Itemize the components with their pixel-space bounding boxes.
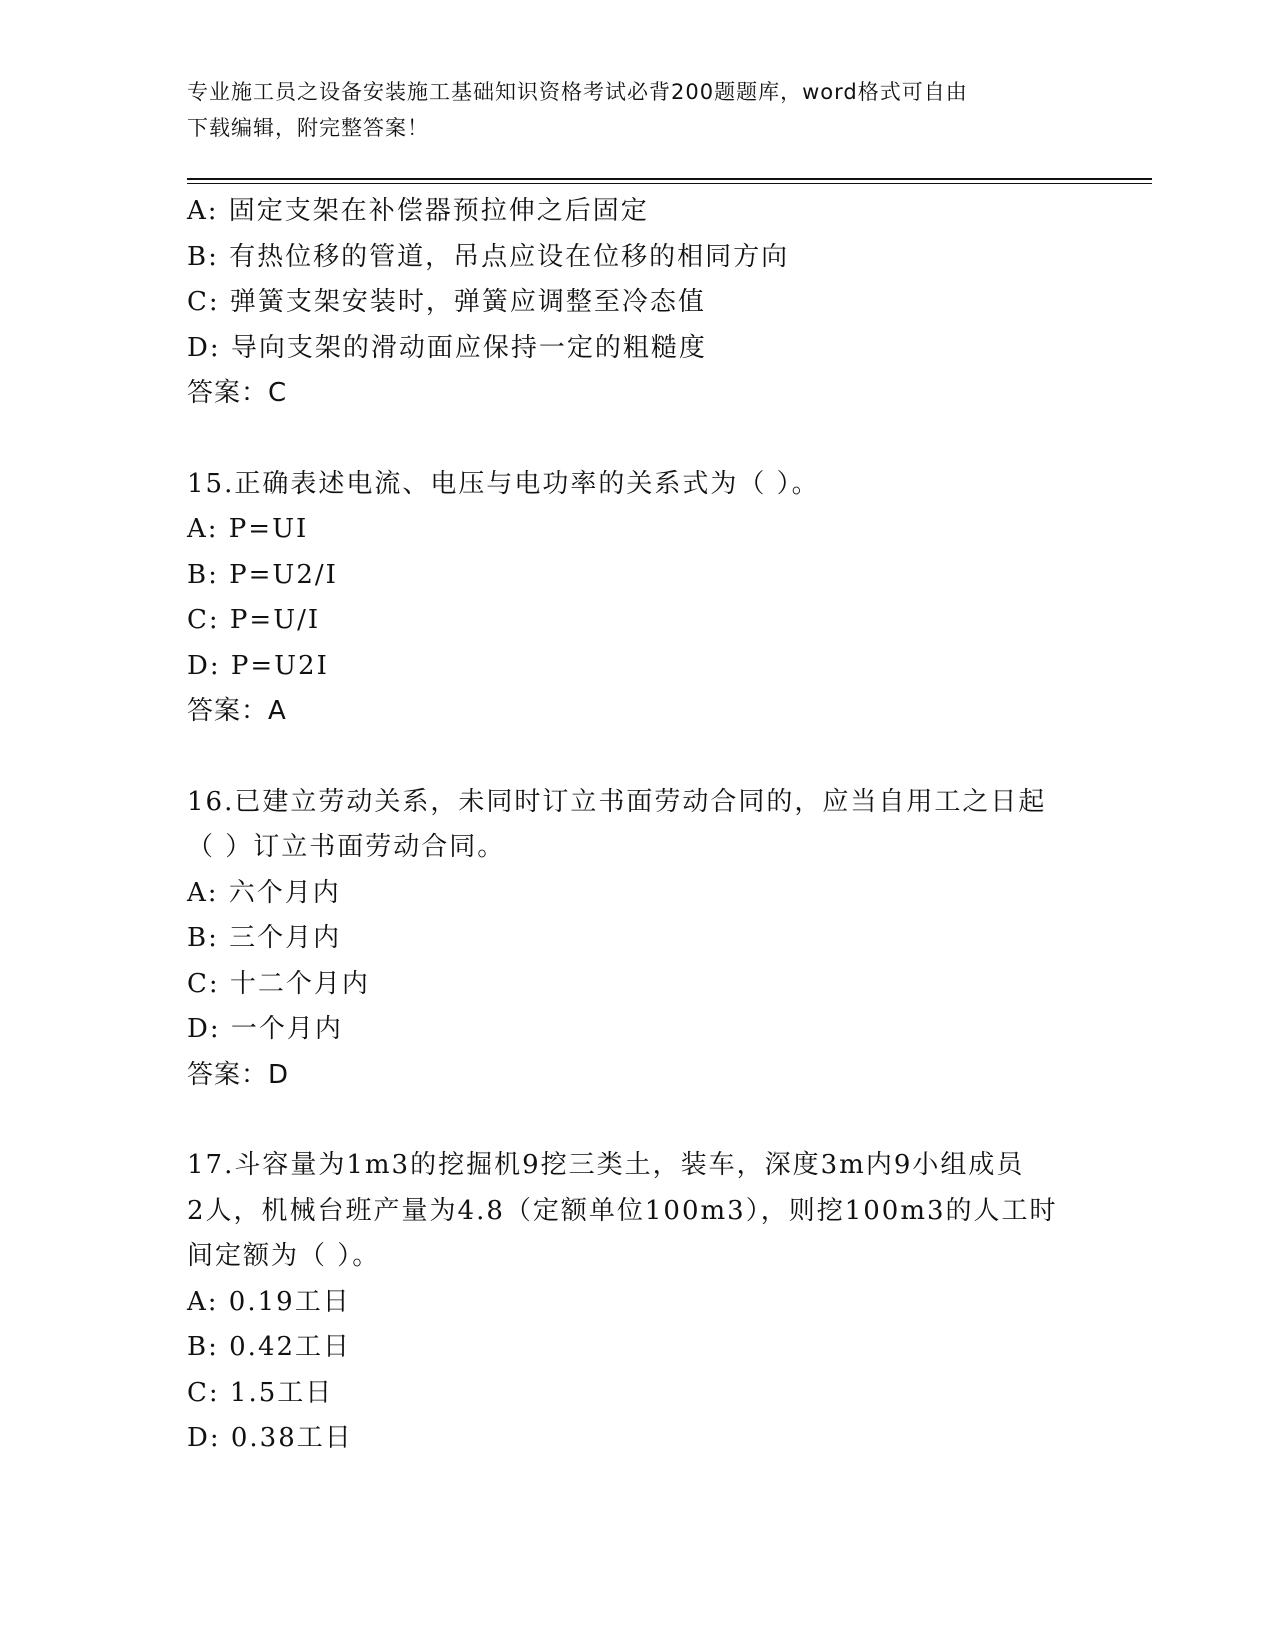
- question-text: 15.正确表述电流、电压与电功率的关系式为（ ）。: [187, 468, 820, 499]
- answer-line: 答案：C: [187, 378, 288, 408]
- option-c: C: 1.5工日: [187, 1377, 334, 1408]
- option-c: C: 十二个月内: [187, 968, 370, 999]
- option-a: A: 固定支架在补偿器预拉伸之后固定: [187, 196, 649, 226]
- option-b: B: 三个月内: [187, 923, 342, 953]
- header-rule-thin: [187, 183, 1152, 184]
- question-14-block: [187, 189, 1087, 417]
- option-b: B: 0.42工日: [187, 1332, 352, 1362]
- question-17-block: [187, 1143, 1087, 1462]
- header-rule-thick: [187, 178, 1152, 180]
- option-d: D: P=U2I: [187, 650, 329, 681]
- answer-line: 答案：A: [187, 696, 287, 726]
- option-d: D: 0.38工日: [187, 1423, 353, 1453]
- question-text-line-2: （ ）订立书面劳动合同。: [187, 832, 506, 862]
- option-a: A: 六个月内: [187, 877, 341, 908]
- question-text-line-1: 16.已建立劳动关系，未同时订立书面劳动合同的，应当自用工之日起: [187, 786, 1047, 817]
- question-16-block: [187, 780, 1087, 1099]
- option-c: C: 弹簧支架安装时，弹簧应调整至冷态值: [187, 287, 706, 317]
- answer-line: 答案：D: [187, 1059, 290, 1090]
- option-b: B: P=U2/I: [187, 559, 338, 590]
- spacer: [187, 735, 1087, 780]
- question-text-line-3: 间定额为（ ）。: [187, 1241, 381, 1271]
- question-content: [187, 189, 1087, 1462]
- option-c: C: P=U/I: [187, 605, 321, 635]
- spacer: [187, 417, 1087, 462]
- option-b: B: 有热位移的管道，吊点应设在位移的相同方向: [187, 241, 790, 272]
- question-15-block: [187, 462, 1087, 735]
- option-a: A: P=UI: [187, 514, 309, 544]
- header-line-1: 专业施工员之设备安装施工基础知识资格考试必背200题题库，word格式可自由: [187, 80, 968, 104]
- option-d: D: 一个月内: [187, 1014, 343, 1044]
- document-header: [187, 74, 1067, 146]
- spacer: [187, 1098, 1087, 1143]
- option-a: A: 0.19工日: [187, 1286, 351, 1317]
- header-line-2: 下载编辑，附完整答案！: [187, 116, 429, 140]
- question-text-line-2: 2人，机械台班产量为4.8（定额单位100m3），则挖100m3的人工时: [187, 1195, 1058, 1226]
- question-text-line-1: 17.斗容量为1m3的挖掘机9挖三类土，装车，深度3m内9小组成员: [187, 1150, 1025, 1180]
- option-d: D: 导向支架的滑动面应保持一定的粗糙度: [187, 332, 707, 363]
